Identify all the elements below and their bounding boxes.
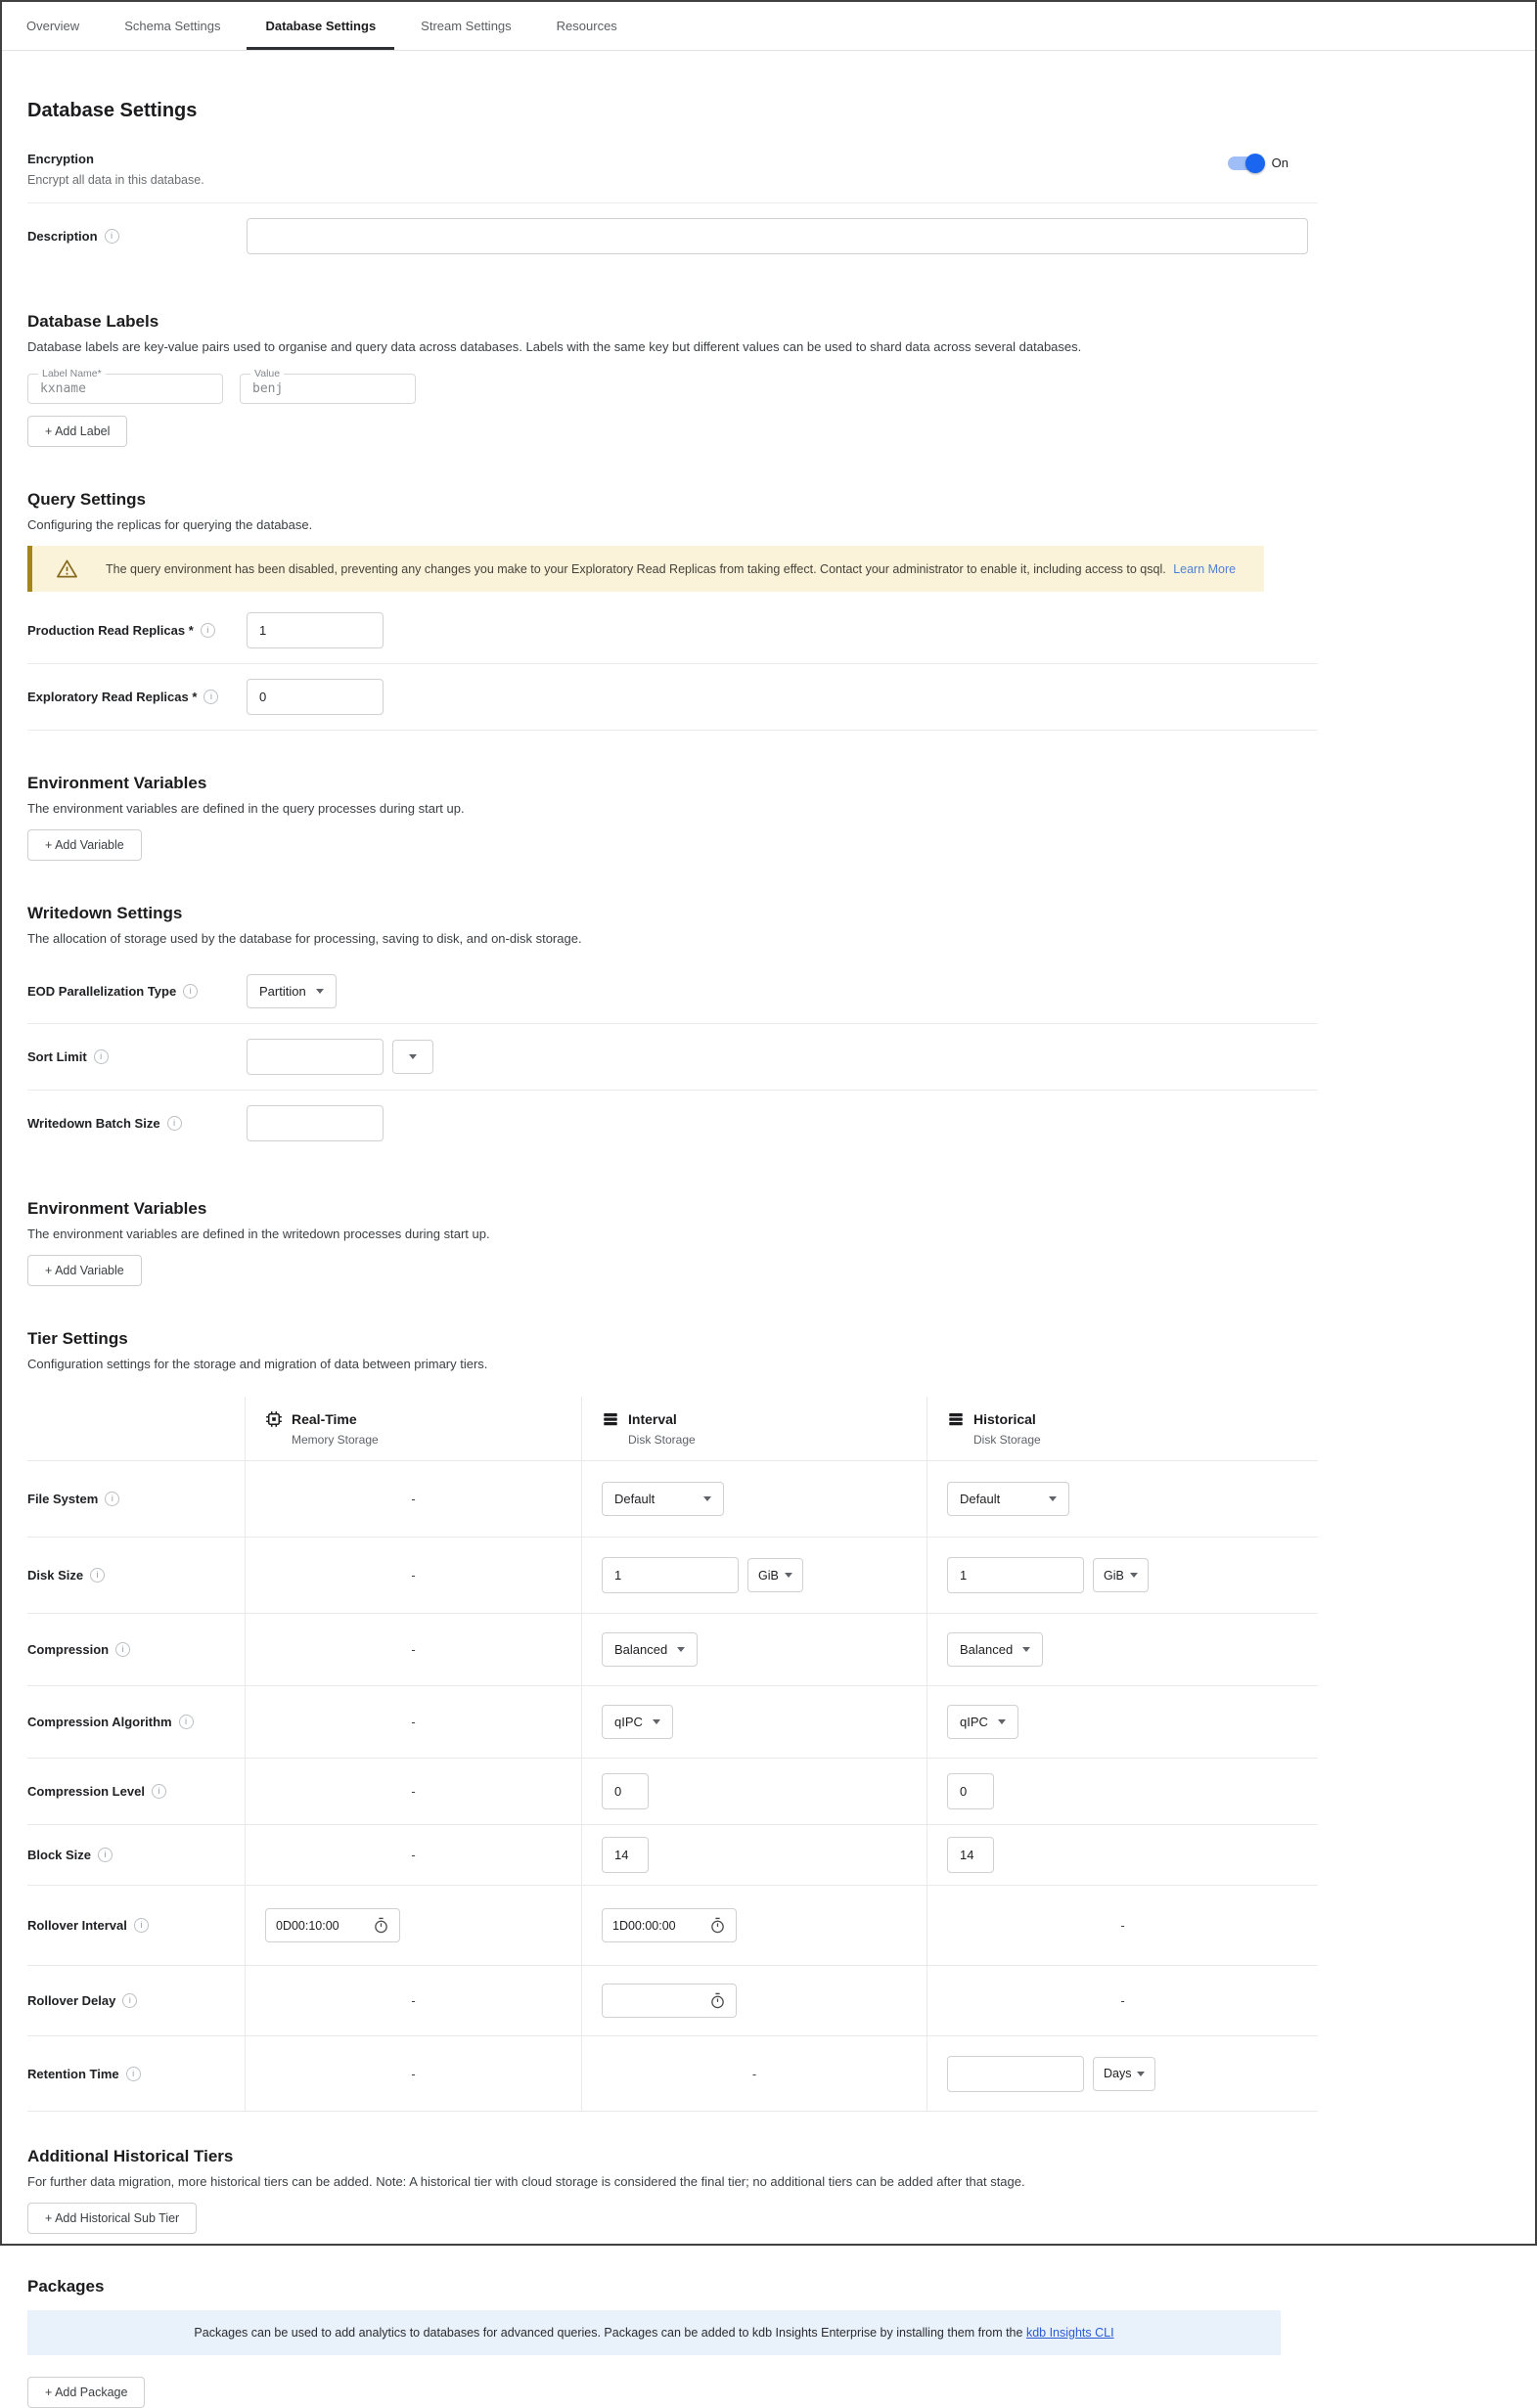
kdb-insights-cli-link[interactable]: kdb Insights CLI [1025, 2326, 1114, 2340]
select-value: Default [614, 1492, 655, 1506]
compression-algorithm-historical-select[interactable] [947, 1705, 1018, 1739]
compression-interval-cell [581, 1613, 927, 1685]
rollover-delay-label-cell [27, 1965, 245, 2035]
block-size-historical-cell [927, 1824, 1318, 1885]
compression-algorithm-interval-cell [581, 1685, 927, 1758]
file-system-label-cell [27, 1460, 245, 1537]
info-icon[interactable] [105, 229, 119, 244]
cpu-chip-icon [265, 1410, 283, 1428]
tab-overview[interactable]: Overview [26, 19, 80, 33]
tier-column-real-time [245, 1397, 581, 1460]
empty-value: - [411, 1993, 416, 2008]
writedown-settings-title: Writedown Settings [27, 904, 183, 922]
retention-time-historical-cell [927, 2035, 1318, 2112]
chevron-down-icon [998, 1719, 1006, 1724]
retention-time-unit-select[interactable] [1093, 2057, 1155, 2091]
add-variable-query-button[interactable]: + Add Variable [27, 829, 142, 861]
add-historical-sub-tier-button[interactable]: + Add Historical Sub Tier [27, 2203, 197, 2234]
info-icon[interactable] [152, 1784, 166, 1799]
rollover-delay-historical-cell [927, 1965, 1318, 2035]
eod-parallelization-label: EOD Parallelization Type [27, 984, 177, 999]
disk-size-label-cell [27, 1537, 245, 1613]
query-settings-title: Query Settings [27, 490, 146, 509]
description-row [27, 203, 1318, 269]
disk-size-historical-cell [927, 1537, 1318, 1613]
tier-column-interval [581, 1397, 927, 1460]
tier-real-time-subtitle: Memory Storage [292, 1433, 379, 1447]
database-labels-description: Database labels are key-value pairs used to organise and query data across databases. Labels with the same key but different values can be used to shard data across several databases. [27, 339, 1082, 354]
encryption-toggle-state: On [1271, 156, 1288, 170]
encryption-row [27, 138, 1318, 203]
label-value-field[interactable] [240, 368, 416, 404]
warning-triangle-icon [56, 558, 78, 579]
tier-settings-table [27, 1397, 1318, 2112]
exploratory-read-replicas-label: Exploratory Read Replicas * [27, 690, 198, 704]
tab-schema-settings[interactable]: Schema Settings [124, 19, 221, 33]
unit-value: GiB [758, 1568, 779, 1583]
label-name-value[interactable]: kxname [40, 381, 86, 396]
sort-limit-input[interactable] [247, 1039, 384, 1075]
eod-parallelization-select[interactable] [247, 974, 337, 1008]
label-value-value[interactable]: benj [252, 381, 284, 396]
block-size-label: Block Size [27, 1848, 92, 1862]
chevron-down-icon [703, 1496, 711, 1501]
block-size-historical-input[interactable] [947, 1837, 994, 1873]
retention-time-interval-cell [581, 2035, 927, 2112]
rollover-delay-label: Rollover Delay [27, 1993, 116, 2008]
sort-limit-row [27, 1024, 1318, 1091]
retention-time-label: Retention Time [27, 2066, 119, 2081]
tab-stream-settings[interactable]: Stream Settings [421, 19, 512, 33]
info-icon[interactable] [105, 1492, 119, 1506]
rollover-interval-interval-input[interactable] [602, 1908, 737, 1942]
compression-level-interval-input[interactable] [602, 1773, 649, 1809]
rollover-interval-historical-cell [927, 1885, 1318, 1965]
file-system-label: File System [27, 1492, 99, 1506]
disk-stack-icon [602, 1410, 619, 1428]
block-size-interval-input[interactable] [602, 1837, 649, 1873]
compression-level-interval-cell [581, 1758, 927, 1824]
encryption-label: Encryption [27, 152, 94, 166]
production-read-replicas-row [27, 598, 1318, 664]
rollover-delay-realtime-cell [245, 1965, 581, 2035]
environment-variables-writedown-title: Environment Variables [27, 1199, 207, 1218]
compression-historical-select[interactable] [947, 1632, 1043, 1667]
block-size-interval-cell [581, 1824, 927, 1885]
info-icon[interactable] [90, 1568, 105, 1583]
tier-historical-title: Historical [973, 1411, 1036, 1427]
query-settings-description: Configuring the replicas for querying the database. [27, 517, 313, 532]
unit-value: GiB [1104, 1568, 1124, 1583]
info-icon[interactable] [167, 1116, 182, 1131]
select-value: Default [960, 1492, 1001, 1506]
query-warning-banner [27, 546, 1264, 592]
exploratory-read-replicas-input[interactable] [247, 679, 384, 715]
stopwatch-icon[interactable] [709, 1917, 726, 1934]
chevron-down-icon [1137, 2072, 1145, 2076]
sort-limit-unit-select[interactable] [392, 1040, 433, 1074]
empty-value: - [1120, 1918, 1125, 1933]
empty-value: - [411, 1568, 416, 1583]
label-value-legend: Value [254, 368, 281, 379]
file-system-interval-select[interactable] [602, 1482, 724, 1516]
info-icon[interactable] [115, 1642, 130, 1657]
info-icon[interactable] [134, 1918, 149, 1933]
tier-interval-title: Interval [628, 1411, 677, 1427]
label-pair-row [27, 368, 1318, 404]
info-icon[interactable] [98, 1848, 113, 1862]
empty-value: - [411, 1848, 416, 1862]
chevron-down-icon [653, 1719, 660, 1724]
compression-algorithm-realtime-cell [245, 1685, 581, 1758]
compression-historical-cell [927, 1613, 1318, 1685]
chevron-down-icon [1022, 1647, 1030, 1652]
file-system-historical-select[interactable] [947, 1482, 1069, 1516]
description-input[interactable] [247, 218, 1308, 254]
compression-level-label-cell [27, 1758, 245, 1824]
empty-value: - [751, 2066, 757, 2081]
file-system-realtime-cell [245, 1460, 581, 1537]
environment-variables-query-title: Environment Variables [27, 774, 207, 792]
chevron-down-icon [316, 989, 324, 994]
retention-time-realtime-cell [245, 2035, 581, 2112]
rollover-interval-interval-cell [581, 1885, 927, 1965]
info-icon[interactable] [183, 984, 198, 999]
info-icon[interactable] [94, 1049, 109, 1064]
packages-banner-text: Packages can be used to add analytics to databases for advanced queries. Packages can be added to kdb Insights Enterprise by installing them from the [194, 2326, 1026, 2340]
eod-parallelization-row [27, 959, 1318, 1024]
compression-algorithm-label: Compression Algorithm [27, 1715, 172, 1729]
tier-real-time-title: Real-Time [292, 1411, 357, 1427]
info-icon[interactable] [122, 1993, 137, 2008]
learn-more-link[interactable]: Learn More [1173, 561, 1237, 576]
sort-limit-label: Sort Limit [27, 1049, 87, 1064]
tab-bar [2, 2, 1535, 51]
block-size-label-cell [27, 1824, 245, 1885]
add-label-button[interactable]: + Add Label [27, 416, 127, 447]
database-labels-title: Database Labels [27, 312, 159, 331]
rollover-delay-interval-input[interactable] [602, 1984, 737, 2018]
compression-level-historical-cell [927, 1758, 1318, 1824]
file-system-interval-cell [581, 1460, 927, 1537]
compression-level-label: Compression Level [27, 1784, 145, 1799]
writedown-batch-size-input[interactable] [247, 1105, 384, 1141]
tier-settings-description: Configuration settings for the storage and migration of data between primary tiers. [27, 1357, 488, 1371]
production-read-replicas-input[interactable] [247, 612, 384, 648]
chevron-down-icon [785, 1573, 792, 1578]
rollover-interval-label-cell [27, 1885, 245, 1965]
info-icon[interactable] [126, 2067, 141, 2081]
unit-value: Days [1104, 2067, 1132, 2080]
rollover-interval-realtime-cell [245, 1885, 581, 1965]
label-name-legend: Label Name* [42, 368, 102, 379]
select-value: qIPC [960, 1715, 988, 1729]
environment-variables-query-description: The environment variables are defined in the query processes during start up. [27, 801, 465, 816]
chevron-down-icon [409, 1054, 417, 1059]
eod-parallelization-value: Partition [259, 984, 306, 999]
additional-historical-tiers-title: Additional Historical Tiers [27, 2147, 234, 2165]
compression-realtime-cell [245, 1613, 581, 1685]
disk-stack-icon [947, 1410, 965, 1428]
disk-size-interval-unit-select[interactable] [747, 1558, 803, 1592]
writedown-batch-size-row [27, 1091, 1318, 1156]
additional-historical-tiers-description: For further data migration, more historical tiers can be added. Note: A historical tier with cloud storage is considered the final tier; no additional tiers can be added after that stage. [27, 2174, 1025, 2189]
tier-interval-subtitle: Disk Storage [628, 1433, 696, 1447]
empty-value: - [411, 1715, 416, 1729]
rollover-delay-interval-cell [581, 1965, 927, 2035]
chevron-down-icon [1130, 1573, 1138, 1578]
disk-size-historical-unit-select[interactable] [1093, 1558, 1149, 1592]
tier-column-historical [927, 1397, 1318, 1460]
retention-time-historical-input[interactable] [947, 2056, 1084, 2092]
tier-settings-title: Tier Settings [27, 1329, 128, 1348]
empty-value: - [411, 1492, 416, 1506]
warning-text: The query environment has been disabled, preventing any changes you make to your Exploratory Read Replicas from taking effect. Contact your administrator to enable it, including access to qsql. [106, 561, 1166, 576]
tab-resources[interactable]: Resources [556, 19, 617, 33]
select-value: Balanced [960, 1642, 1014, 1657]
compression-level-realtime-cell [245, 1758, 581, 1824]
chevron-down-icon [1049, 1496, 1057, 1501]
disk-size-historical-input[interactable] [947, 1557, 1084, 1593]
block-size-realtime-cell [245, 1824, 581, 1885]
select-value: qIPC [614, 1715, 643, 1729]
page-title: Database Settings [27, 100, 198, 121]
add-variable-writedown-button[interactable]: + Add Variable [27, 1255, 142, 1286]
info-icon[interactable] [179, 1715, 194, 1729]
time-value: 0D00:10:00 [276, 1918, 339, 1933]
packages-title: Packages [27, 2277, 105, 2296]
stopwatch-icon[interactable] [709, 1992, 726, 2009]
empty-value: - [411, 1642, 416, 1657]
label-name-field[interactable] [27, 368, 223, 404]
description-label: Description [27, 229, 98, 244]
environment-variables-writedown-description: The environment variables are defined in the writedown processes during start up. [27, 1226, 490, 1241]
compression-label-cell [27, 1613, 245, 1685]
compression-label: Compression [27, 1642, 110, 1657]
time-value: 1D00:00:00 [612, 1918, 676, 1933]
disk-size-realtime-cell [245, 1537, 581, 1613]
compression-level-historical-input[interactable] [947, 1773, 994, 1809]
compression-algorithm-interval-select[interactable] [602, 1705, 673, 1739]
disk-size-interval-cell [581, 1537, 927, 1613]
empty-value: - [411, 2066, 416, 2081]
disk-size-label: Disk Size [27, 1568, 84, 1583]
empty-value: - [1120, 1993, 1125, 2008]
compression-algorithm-historical-cell [927, 1685, 1318, 1758]
production-read-replicas-label: Production Read Replicas * [27, 623, 194, 638]
retention-time-label-cell [27, 2035, 245, 2112]
info-icon[interactable] [203, 690, 218, 704]
stopwatch-icon[interactable] [373, 1917, 389, 1934]
disk-size-interval-input[interactable] [602, 1557, 739, 1593]
rollover-interval-label: Rollover Interval [27, 1918, 127, 1933]
writedown-batch-size-label: Writedown Batch Size [27, 1116, 160, 1131]
compression-interval-select[interactable] [602, 1632, 698, 1667]
writedown-settings-description: The allocation of storage used by the database for processing, saving to disk, and on-disk storage. [27, 931, 582, 946]
rollover-interval-realtime-input[interactable] [265, 1908, 400, 1942]
exploratory-read-replicas-row [27, 664, 1318, 731]
file-system-historical-cell [927, 1460, 1318, 1537]
add-package-button[interactable]: + Add Package [27, 2377, 145, 2408]
chevron-down-icon [677, 1647, 685, 1652]
empty-value: - [411, 1784, 416, 1799]
encryption-toggle[interactable] [1228, 156, 1263, 170]
toggle-knob-icon [1245, 154, 1265, 173]
info-icon[interactable] [201, 623, 215, 638]
compression-algorithm-label-cell [27, 1685, 245, 1758]
encryption-description: Encrypt all data in this database. [27, 173, 204, 187]
packages-info-banner [27, 2310, 1281, 2355]
tier-historical-subtitle: Disk Storage [973, 1433, 1041, 1447]
select-value: Balanced [614, 1642, 668, 1657]
tab-database-settings[interactable]: Database Settings [243, 2, 398, 50]
